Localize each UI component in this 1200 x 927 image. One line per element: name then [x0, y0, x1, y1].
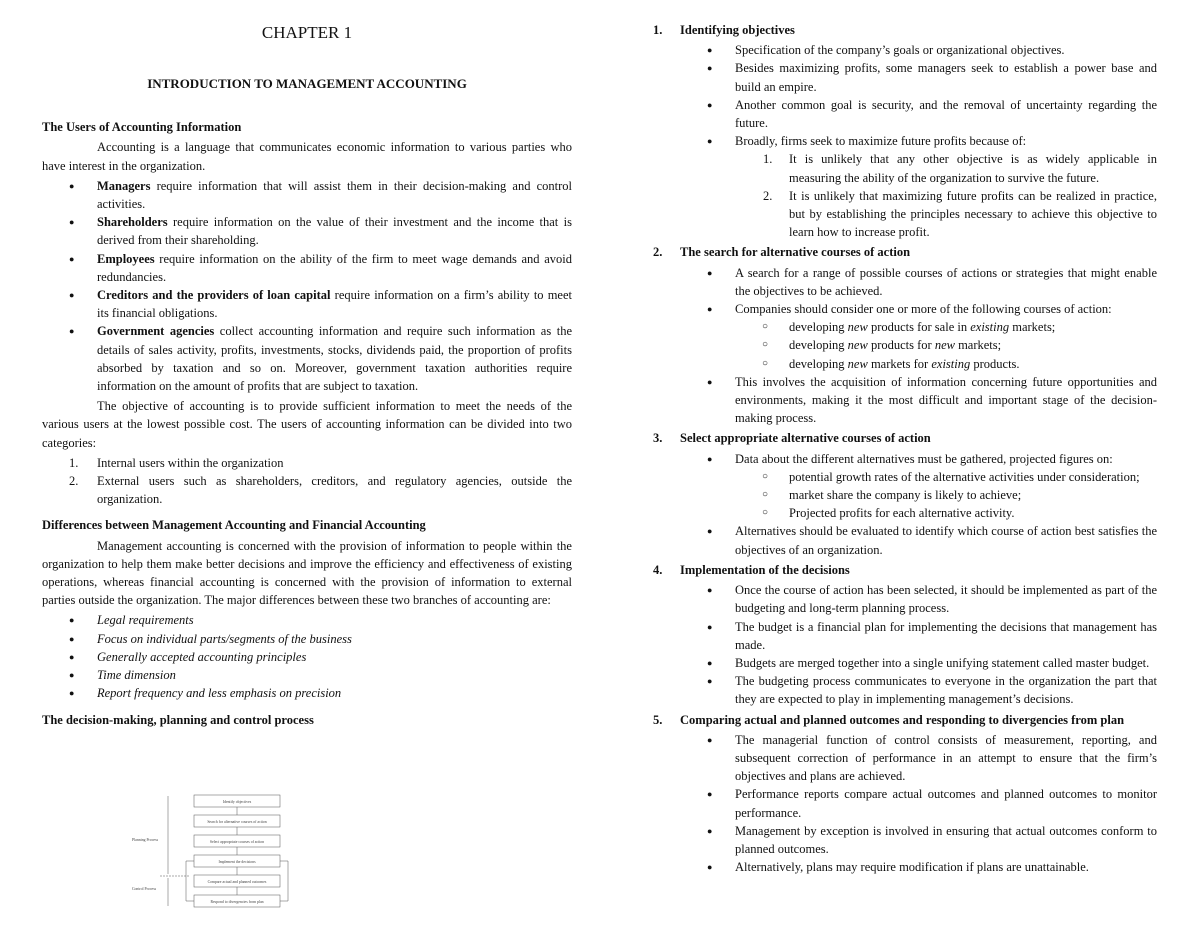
user-term: Government agencies [97, 324, 215, 339]
list-item: ○ market share the company is likely to achieve; [735, 486, 1157, 504]
user-desc: collect accounting information and require such information as the details of sales activity, profits, investments, stocks, dividends paid, the proportion of profits absorbed by taxation and so on. Moreover, government taxation authorities require information on the amount of profits that are subject to taxation. [97, 324, 572, 394]
list-item: ● This involves the acquisition of information concerning future opportunities and environments, making it the most difficult and important stage of the decision-making process. [680, 373, 1157, 428]
left-column [42, 22, 572, 731]
list-item: ○ potential growth rates of the alternative activities under consideration; [735, 468, 1157, 486]
list-item: ● The budget is a financial plan for implementing the decisions that management has made. [680, 618, 1157, 654]
users-heading: The Users of Accounting Information [42, 120, 242, 135]
item-text: It is unlikely that any other objective is as widely applicable in measuring the ability of the organization to survive the future. [789, 152, 1157, 185]
list-item: ○ Projected profits for each alternative activity. [735, 504, 1157, 522]
user-term: Employees [97, 251, 155, 266]
user-term: Managers [97, 178, 151, 193]
objective-paragraph: The objective of accounting is to provide sufficient information to meet the needs of the various users at the lowest possible cost. The users of accounting information can be divided into two categories: [42, 399, 572, 450]
list-item: ● The managerial function of control consists of measurement, reporting, and subsequent correction of performance in an attempt to ensure that the firm’s objectives and plans are achieved. [680, 731, 1157, 786]
section-title: Comparing actual and planned outcomes and responding to divergencies from plan [680, 712, 1125, 727]
item-number: 1. [69, 455, 79, 470]
section-number: 2. [653, 245, 663, 260]
section-number: 5. [653, 712, 663, 727]
section-search-alternatives [653, 243, 1157, 427]
sub-circle-list [735, 468, 1157, 523]
list-item [42, 322, 572, 395]
list-item [680, 300, 1157, 373]
list-item: ○ developing new products for sale in existing markets; [735, 318, 1157, 336]
user-desc: require information that will assist them in their decision-making and control activities. [97, 178, 572, 212]
diagram-box-label: Implement the decisions [218, 860, 256, 864]
list-item: ● Generally accepted accounting principles [42, 648, 572, 666]
section-number: 4. [653, 562, 663, 577]
list-item [42, 177, 572, 213]
list-item: ● Another common goal is security, and the removal of uncertainty regarding the future. [680, 96, 1157, 132]
process-flowchart [130, 786, 300, 912]
item-text: Companies should consider one or more of the following courses of action: [735, 302, 1112, 317]
list-item: ○ developing new markets for existing products. [735, 355, 1157, 373]
section-bullets [680, 264, 1157, 428]
list-item: ● Alternatives should be evaluated to identify which course of action best satisfies the objectives of an organization. [680, 522, 1157, 558]
section-title: Implementation of the decisions [680, 562, 850, 577]
list-item [42, 454, 572, 472]
section-number: 3. [653, 431, 663, 446]
process-diagram [130, 786, 300, 912]
section-select-alternatives [653, 429, 1157, 558]
differences-paragraph: Management accounting is concerned with the provision of information to people within the organization to help them make better decisions and improve the efficiency and effectiveness of existing operations, whereas financial accounting is concerned with the provision of information to external parties outside the organization. The major differences between these two branches of accounting are: [42, 538, 572, 608]
chapter-subtitle: INTRODUCTION TO MANAGEMENT ACCOUNTING [147, 76, 467, 91]
list-item: ● A search for a range of possible courses of actions or strategies that might enable the objectives to be achieved. [680, 264, 1157, 300]
section-comparing-outcomes [653, 711, 1157, 877]
categories-list [42, 454, 572, 509]
item-text: Data about the different alternatives must be gathered, projected figures on: [735, 451, 1113, 466]
list-item: ○ developing new products for new markets; [735, 336, 1157, 354]
section-title: Select appropriate alternative courses of action [680, 431, 931, 446]
chapter-title: CHAPTER 1 [261, 23, 353, 42]
differences-list [42, 611, 572, 702]
list-item [735, 187, 1157, 242]
section-implementation [653, 561, 1157, 709]
section-bullets [680, 581, 1157, 708]
user-desc: require information on the ability of the firm to meet wage demands and avoid redundancies. [97, 251, 572, 284]
control-label: Control Process [132, 887, 157, 891]
section-bullets [680, 41, 1157, 241]
sub-circle-list [735, 318, 1157, 373]
user-term: Creditors and the providers of loan capital [97, 288, 331, 303]
differences-heading: Differences between Management Accounting and Financial Accounting [42, 518, 426, 533]
users-list [42, 177, 572, 395]
list-item: ● Alternatively, plans may require modification if plans are unattainable. [680, 858, 1157, 876]
planning-label: Planning Process [132, 838, 159, 842]
list-item: ● Specification of the company’s goals or organizational objectives. [680, 41, 1157, 59]
sub-numbered-list [735, 150, 1157, 241]
item-text: Internal users within the organization [97, 455, 284, 470]
list-item: ● Performance reports compare actual outcomes and planned outcomes to monitor performance. [680, 785, 1157, 821]
item-text: External users such as shareholders, creditors, and regulatory agencies, outside the organization. [97, 474, 572, 507]
list-item [735, 150, 1157, 186]
section-number: 1. [653, 23, 663, 37]
list-item: ● Management by exception is involved in ensuring that actual outcomes conform to planned outcomes. [680, 822, 1157, 858]
section-bullets [680, 450, 1157, 559]
list-item: ● Time dimension [42, 666, 572, 684]
list-item [42, 250, 572, 286]
section-title: The search for alternative courses of action [680, 245, 911, 260]
user-desc: require information on the value of their investment and the income that is derived from their shareholding. [97, 215, 572, 248]
item-text: Broadly, firms seek to maximize future profits because of: [735, 134, 1027, 149]
list-item [680, 450, 1157, 523]
section-identifying-objectives [653, 21, 1157, 241]
user-desc: require information on a firm’s ability to meet its financial obligations. [97, 288, 572, 321]
diagram-box-label: Compare actual and planned outcomes [207, 880, 267, 884]
list-item: ● Legal requirements [42, 611, 572, 629]
user-term: Shareholders [97, 215, 168, 230]
diagram-box-label: Identify objectives [222, 800, 252, 804]
item-number: 2. [763, 188, 773, 203]
item-number: 1. [763, 152, 773, 167]
process-heading: The decision-making, planning and control process [42, 712, 314, 727]
list-item [680, 132, 1157, 241]
list-item [42, 213, 572, 249]
diagram-box-label: Select appropriate courses of action [209, 840, 265, 844]
list-item [42, 286, 572, 322]
list-item: ● Report frequency and less emphasis on precision [42, 684, 572, 702]
item-text: It is unlikely that maximizing future profits can be realized in practice, but by establishing the principles necessary to achieve this objective to learn how to increase profit. [789, 188, 1157, 240]
section-bullets [680, 731, 1157, 877]
right-column [653, 21, 1157, 878]
diagram-box-label: Search for alternative courses of action [207, 820, 267, 824]
list-item: ● Besides maximizing profits, some managers seek to establish a power base and build an empire. [680, 59, 1157, 95]
list-item: ● Once the course of action has been selected, it should be implemented as part of the budgeting and long-term planning process. [680, 581, 1157, 617]
section-title: Identifying objectives [680, 23, 795, 37]
list-item [42, 472, 572, 508]
item-number: 2. [69, 474, 79, 489]
users-intro: Accounting is a language that communicates economic information to various parties who have interest in the organization. [42, 140, 572, 173]
diagram-box-label: Respond to divergencies from plan [210, 900, 264, 904]
list-item: ● Focus on individual parts/segments of the business [42, 630, 572, 648]
list-item: ● The budgeting process communicates to everyone in the organization the part that they are expected to play in implementing management’s decisions. [680, 672, 1157, 708]
list-item: ● Budgets are merged together into a single unifying statement called master budget. [680, 654, 1157, 672]
